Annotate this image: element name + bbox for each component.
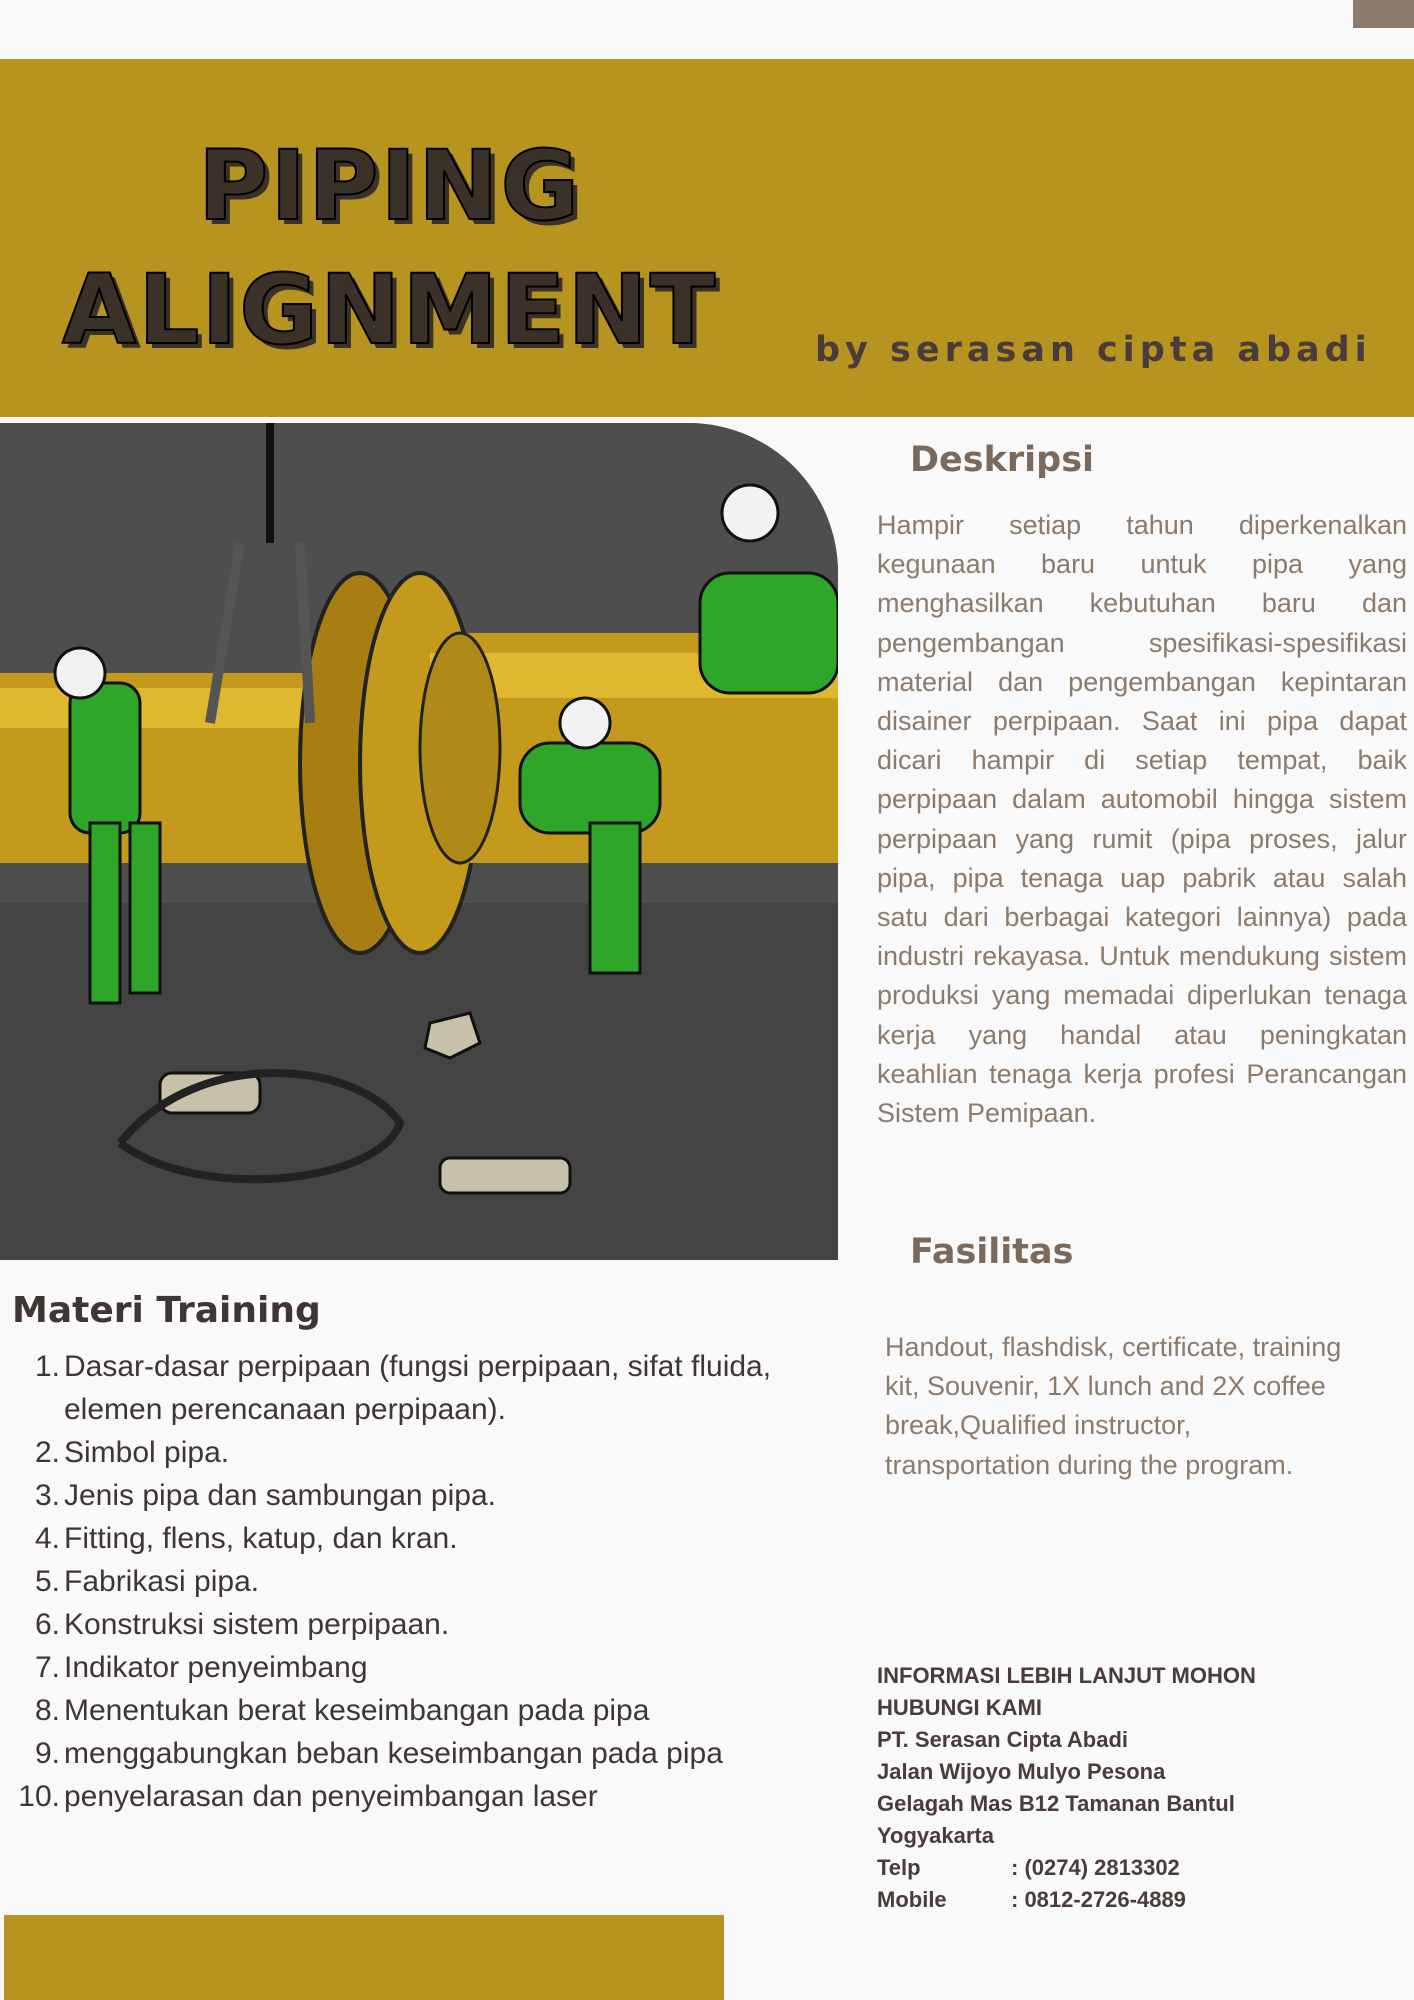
contact-line: HUBUNGI KAMI bbox=[877, 1695, 1042, 1720]
item-text: Fitting, flens, katup, dan kran. bbox=[64, 1522, 458, 1555]
title-line-1: PIPING bbox=[198, 130, 582, 242]
pipe-workers-illustration bbox=[0, 423, 838, 1260]
materi-heading: Materi Training bbox=[12, 1290, 321, 1331]
list-item bbox=[0, 1345, 800, 1431]
list-item bbox=[0, 1732, 800, 1775]
corner-accent bbox=[1353, 0, 1414, 28]
item-text: penyelarasan dan penyeimbangan laser bbox=[64, 1780, 598, 1813]
item-number: 4. bbox=[34, 1522, 60, 1555]
byline: by serasan cipta abadi bbox=[815, 330, 1372, 370]
telp-value: : (0274) 2813302 bbox=[1011, 1855, 1180, 1880]
deskripsi-text: Hampir setiap tahun diperkenalkan kegunaan baru untuk pipa yang menghasilkan kebutuhan baru dan pengembangan spesifikasi-spesifikasi material dan pengembangan kepintaran disainer perpipaan. Saat ini pipa dapat dicari hampir di setiap tempat, baik perpipaan dalam automobil hingga sistem perpipaan yang rumit (pipa proses, jalur pipa, pipa tenaga uap pabrik atau salah satu dari berbagai kategori lainnya) pada industri rekayasa. Untuk mendukung sistem produksi yang memadai diperlukan tenaga kerja yang handal atau peningkatan keahlian tenaga kerja profesi Perancangan Sistem Pemipaan. bbox=[877, 510, 1407, 1129]
address-line: Yogyakarta bbox=[877, 1823, 994, 1848]
telp-row bbox=[877, 1852, 1256, 1884]
fasilitas-heading: Fasilitas bbox=[910, 1232, 1074, 1272]
address-line: Jalan Wijoyo Mulyo Pesona bbox=[877, 1759, 1166, 1784]
contact-line: INFORMASI LEBIH LANJUT MOHON bbox=[877, 1663, 1256, 1688]
telp-label: Telp bbox=[877, 1855, 921, 1880]
deskripsi-heading: Deskripsi bbox=[910, 440, 1095, 480]
list-item bbox=[0, 1646, 800, 1689]
item-text: Jenis pipa dan sambungan pipa. bbox=[64, 1479, 496, 1512]
contact-info bbox=[877, 1660, 1256, 1916]
list-item bbox=[0, 1560, 800, 1603]
item-number: 6. bbox=[34, 1608, 60, 1641]
mobile-row bbox=[877, 1884, 1256, 1916]
item-number: 10. bbox=[18, 1780, 60, 1813]
item-text: Dasar-dasar perpipaan (fungsi perpipaan, sifat fluida, elemen perencanaan perpipaan). bbox=[64, 1350, 772, 1426]
mobile-label: Mobile bbox=[877, 1887, 947, 1912]
list-item bbox=[0, 1431, 800, 1474]
item-number: 5. bbox=[34, 1565, 60, 1598]
item-number: 2. bbox=[34, 1436, 60, 1469]
list-item bbox=[0, 1775, 800, 1818]
item-text: Simbol pipa. bbox=[64, 1436, 230, 1469]
item-text: menggabungkan beban keseimbangan pada pipa bbox=[64, 1737, 723, 1770]
fasilitas-text: Handout, flashdisk, certificate, training kit, Souvenir, 1X lunch and 2X coffee break,Qualified instructor, transportation during the program. bbox=[885, 1332, 1342, 1480]
item-text: Konstruksi sistem perpipaan. bbox=[64, 1608, 450, 1641]
item-text: Indikator penyeimbang bbox=[64, 1651, 368, 1684]
item-number: 9. bbox=[34, 1737, 60, 1770]
item-number: 3. bbox=[34, 1479, 60, 1512]
item-text: Fabrikasi pipa. bbox=[64, 1565, 260, 1598]
item-number: 7. bbox=[34, 1651, 60, 1684]
item-number: 8. bbox=[34, 1694, 60, 1727]
materi-list bbox=[0, 1345, 800, 1818]
item-number: 1. bbox=[34, 1350, 60, 1383]
company-name: PT. Serasan Cipta Abadi bbox=[877, 1727, 1129, 1752]
mobile-value: : 0812-2726-4889 bbox=[1011, 1887, 1186, 1912]
list-item bbox=[0, 1474, 800, 1517]
item-text: Menentukan berat keseimbangan pada pipa bbox=[64, 1694, 650, 1727]
list-item bbox=[0, 1603, 800, 1646]
title-line-2: ALIGNMENT bbox=[62, 254, 718, 366]
list-item bbox=[0, 1689, 800, 1732]
footer-bar bbox=[4, 1915, 724, 2000]
list-item bbox=[0, 1517, 800, 1560]
address-line: Gelagah Mas B12 Tamanan Bantul bbox=[877, 1791, 1235, 1816]
